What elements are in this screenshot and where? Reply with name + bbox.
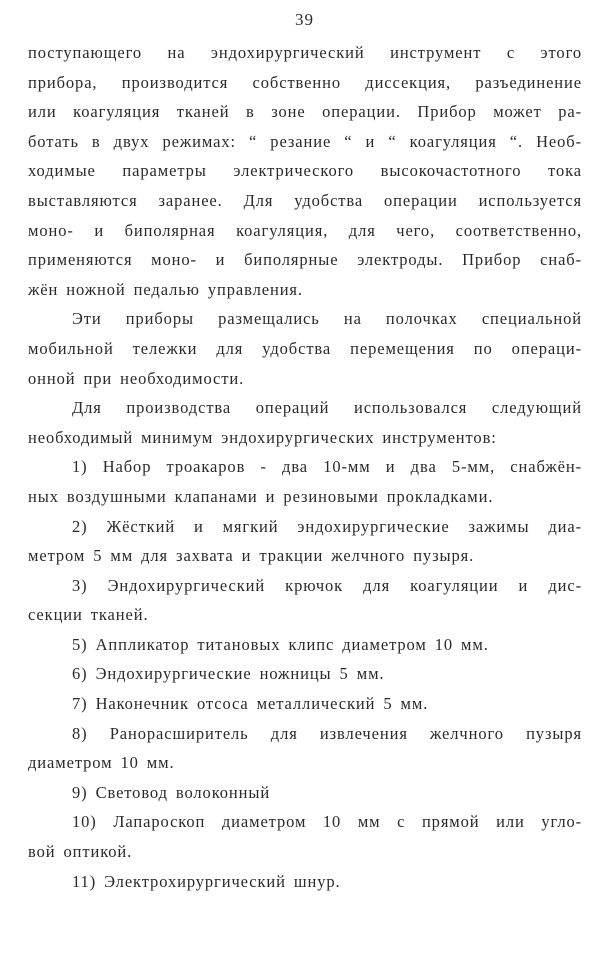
text-line: 1) Набор троакаров - два 10-мм и два 5-мм, снабжён- — [72, 457, 582, 477]
body-text — [28, 38, 582, 896]
text-line: необходимый минимум эндохирургических инструментов: — [28, 427, 497, 447]
text-line: секции тканей. — [28, 605, 149, 625]
text-line: Эти приборы размещались на полочках специальной — [72, 309, 582, 329]
text-line: жён ножной педалью управления. — [28, 279, 303, 299]
text-line: метром 5 мм для захвата и тракции желчного пузыря. — [28, 546, 475, 566]
text-line: 9) Световод волоконный — [72, 782, 271, 802]
text-line: 6) Эндохирургические ножницы 5 мм. — [72, 664, 385, 684]
text-line: применяются моно- и биполярные электроды. Прибор снаб- — [28, 250, 582, 270]
text-line: 2) Жёсткий и мягкий эндохирургические зажимы диа- — [72, 516, 582, 536]
text-line: ходимые параметры электрического высокочастотного тока — [28, 161, 582, 181]
text-line: Для производства операций использовался следующий — [72, 398, 582, 418]
text-line: 11) Электрохирургический шнур. — [72, 871, 341, 891]
text-line: выставляются заранее. Для удобства операции используется — [28, 190, 582, 210]
text-line: или коагуляция тканей в зоне операции. Прибор может ра- — [28, 102, 582, 122]
text-line: 7) Наконечник отсоса металлический 5 мм. — [72, 694, 429, 714]
text-line: поступающего на эндохирургический инструмент с этого — [28, 43, 582, 62]
text-line: моно- и биполярная коагуляция, для чего, соответственно, — [28, 220, 582, 240]
text-line: 5) Аппликатор титановых клипс диаметром 10 мм. — [72, 634, 489, 654]
text-line: 10) Лапароскоп диаметром 10 мм с прямой или угло- — [72, 812, 582, 832]
text-line: мобильной тележки для удобства перемещения по операци- — [28, 338, 582, 358]
text-line: 3) Эндохирургический крючок для коагуляции и дис- — [72, 575, 582, 595]
text-line: ботать в двух режимах: “ резание “ и “ коагуляция “. Необ- — [28, 131, 582, 151]
text-line: 8) Ранорасширитель для извлечения желчного пузыря — [72, 723, 582, 743]
text-line: прибора, производится собственно диссекция, разъединение — [28, 72, 582, 92]
text-line: онной при необходимости. — [28, 368, 245, 388]
text-line: вой оптикой. — [28, 842, 133, 862]
text-line: ных воздушными клапанами и резиновыми прокладками. — [28, 486, 494, 506]
text-line: диаметром 10 мм. — [28, 753, 175, 773]
page-number: 39 — [295, 10, 314, 29]
